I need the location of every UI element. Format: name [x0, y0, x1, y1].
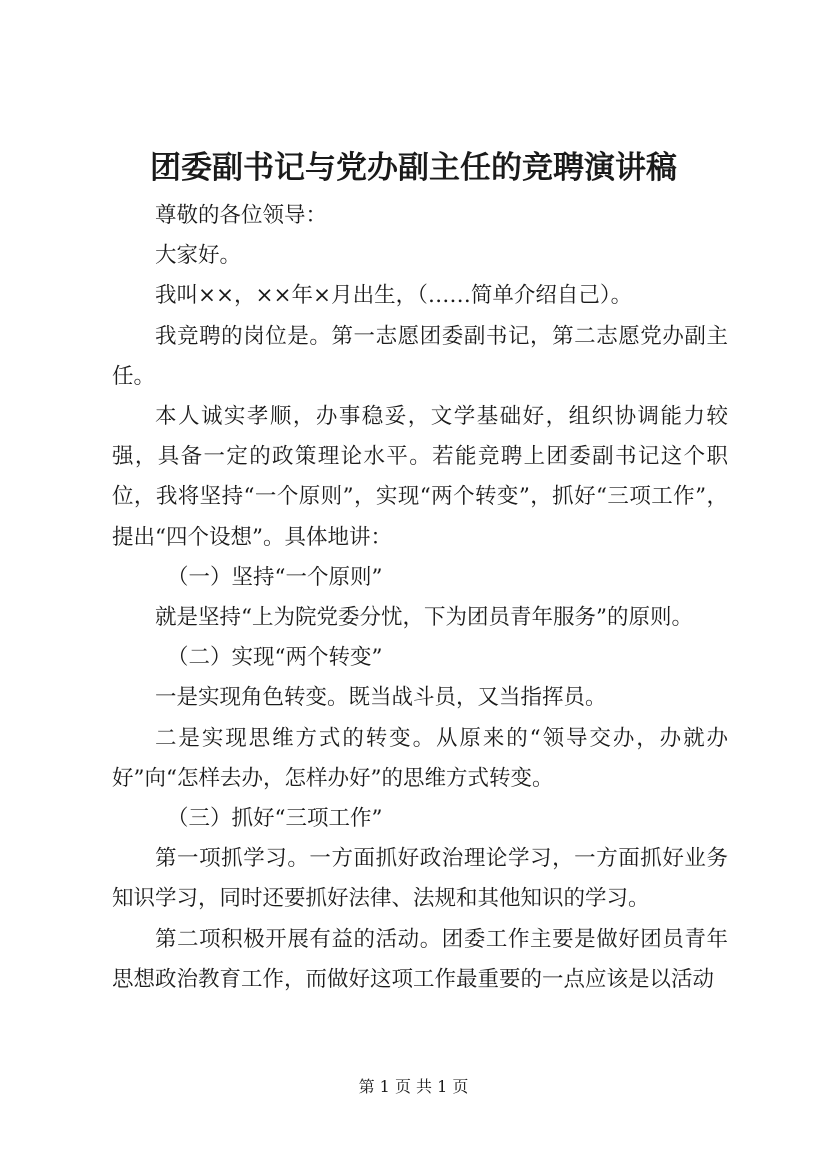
- paragraph-self-assessment: 本人诚实孝顺，办事稳妥，文学基础好，组织协调能力较强，具备一定的政策理论水平。若能竞聘上团委副书记这个职位，我将坚持“一个原则”，实现“两个转变”，抓好“三项工作”，提出“四个设想”。具体地讲：: [112, 404, 728, 550]
- paragraph-activities: 第二项积极开展有益的活动。团委工作主要是做好团员青年思想政治教育工作，而做好这项工作最重要的一点应该是以活动: [112, 926, 728, 992]
- paragraph-position: 我竞聘的岗位是。第一志愿团委副书记，第二志愿党办副主任。: [112, 323, 728, 389]
- section-heading-three: （三）抓好“三项工作”: [167, 806, 383, 832]
- paragraph-study: 第一项抓学习。一方面抓好政治理论学习，一方面抓好业务知识学习，同时还要抓好法律、法规和其他知识的学习。: [112, 846, 728, 912]
- paragraph-principle: 就是坚持“上为院党委分忧，下为团员青年服务”的原则。: [155, 605, 693, 631]
- section-heading-one: （一）坚持“一个原则”: [167, 564, 383, 590]
- paragraph-thinking-change: 二是实现思维方式的转变。从原来的“领导交办，办就办好”向“怎样去办，怎样办好”的思维方式转变。: [112, 725, 728, 791]
- document-body: [112, 196, 728, 1000]
- document-title: 团委副书记与党办副主任的竞聘演讲稿: [150, 150, 677, 186]
- paragraph-role-change: 一是实现角色转变。既当战斗员，又当指挥员。: [155, 685, 607, 711]
- page-number-footer: 第 1 页 共 1 页: [358, 1077, 469, 1096]
- paragraph-greeting: 大家好。: [155, 243, 242, 269]
- paragraph-intro: 我叫××，××年×月出生，（……简单介绍自己）。: [155, 283, 633, 309]
- section-heading-two: （二）实现“两个转变”: [167, 645, 383, 671]
- paragraph-salutation: 尊敬的各位领导：: [155, 203, 328, 228]
